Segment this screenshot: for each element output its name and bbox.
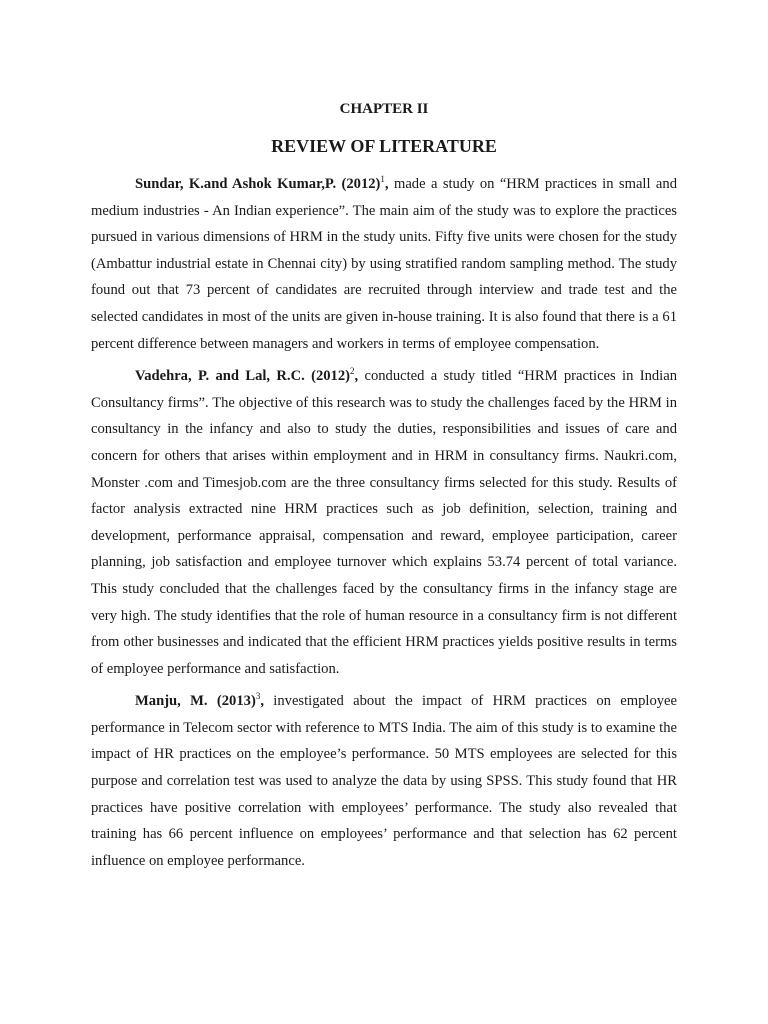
page-title: REVIEW OF LITERATURE [271,136,497,156]
chapter-heading: CHAPTER II [339,101,429,117]
citation-author: Vadehra, P. and Lal, R.C. (2012) [135,368,350,385]
paragraph-text: conducted a study titled “HRM practices in Indian Consultancy firms”. The objective of this research was to study the challenges faced by the HRM in consultancy in the infancy and also to study the duties, responsibilities and issues of care and concern for others that arises within employment and in HRM in consultancy firms. Naukri.com, Monster .com and Timesjob.com are the three consultancy firms selected for this study. Results of factor analysis extracted nine HRM practices such as job definition, selection, training and development, performance appraisal, compensation and reward, employee participation, career planning, job satisfaction and employee turnover which explains 53.74 percent of total variance. This study concluded that the challenges faced by the consultancy firms in the infancy stage are very high. The study identifies that the role of human resource in a consultancy firm is not different from other businesses and indicated that the efficient HRM practices yields positive results in terms of employee performance and satisfaction. [91,368,677,677]
citation-punctuation: , [354,368,359,385]
citation-reference-number: 1 [380,174,385,184]
paragraph-vadehra [91,363,677,682]
citation-reference-number: 3 [255,691,261,702]
citation-author: Manju, M. (2013) [135,693,256,710]
citation-punctuation: , [384,176,389,192]
document-body [91,171,677,880]
paragraph-text: investigated about the impact of HRM practices on employee performance in Telecom sector with reference to MTS India. The aim of this study is to examine the impact of HR practices on the employee’s performance. 50 MTS employees are selected for this purpose and correlation test was used to analyze the data by using SPSS. This study found that HR practices have positive correlation with employees’ performance. The study also revealed that training has 66 percent influence on employees’ performance and that selection has 62 percent influence on employee performance. [91,693,677,869]
paragraph-sundar [91,171,677,357]
paragraph-text: made a study on “HRM practices in small and medium industries - An Indian experience”. The main aim of the study was to explore the practices pursued in various dimensions of HRM in the study units. Fifty five units were chosen for the study (Ambattur industrial estate in Chennai city) by using stratified random sampling method. The study found out that 73 percent of candidates are recruited through interview and trade test and the selected candidates in most of the units are given in-house training. It is also found that there is a 61 percent difference between managers and workers in terms of employee compensation. [91,176,677,352]
citation-punctuation: , [260,693,264,710]
citation-author: Sundar, K.and Ashok Kumar,P. (2012) [135,176,381,192]
paragraph-manju [91,688,677,874]
citation-reference-number: 2 [350,366,355,377]
